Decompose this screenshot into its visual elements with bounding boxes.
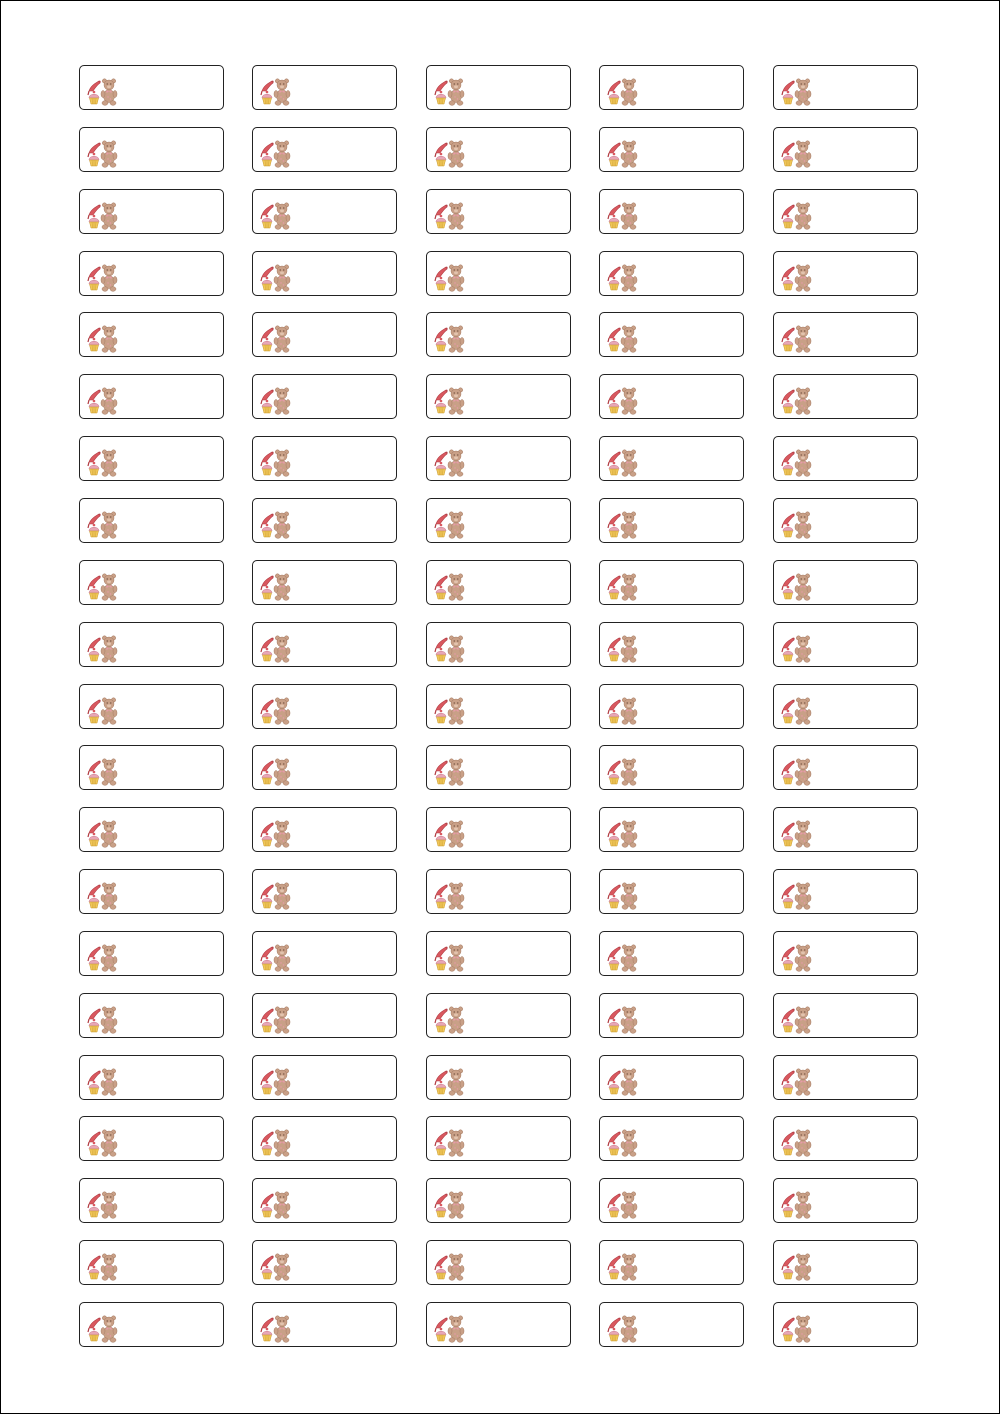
address-label [599, 312, 744, 357]
address-label [252, 869, 397, 914]
address-label [252, 251, 397, 296]
address-label [252, 993, 397, 1038]
label-decoration-icon [777, 201, 815, 231]
address-label [79, 498, 224, 543]
address-label [252, 127, 397, 172]
address-label [252, 745, 397, 790]
address-label [599, 498, 744, 543]
address-label [426, 993, 571, 1038]
address-label [599, 745, 744, 790]
address-label [252, 498, 397, 543]
label-decoration-icon [777, 1128, 815, 1158]
address-label [426, 189, 571, 234]
address-label [599, 127, 744, 172]
label-decoration-icon [430, 881, 468, 911]
label-decoration-icon [777, 696, 815, 726]
label-decoration-icon [777, 1067, 815, 1097]
label-decoration-icon [777, 1005, 815, 1035]
address-label [599, 869, 744, 914]
address-label [599, 931, 744, 976]
address-label [773, 1116, 918, 1161]
address-label [599, 684, 744, 729]
label-decoration-icon [83, 634, 121, 664]
address-label [773, 498, 918, 543]
address-label [79, 622, 224, 667]
label-decoration-icon [777, 77, 815, 107]
label-decoration-icon [777, 634, 815, 664]
address-label [426, 65, 571, 110]
label-decoration-icon [256, 1314, 294, 1344]
address-label [426, 498, 571, 543]
address-label [773, 684, 918, 729]
label-decoration-icon [430, 201, 468, 231]
address-label [599, 436, 744, 481]
address-label [252, 1055, 397, 1100]
address-label [79, 127, 224, 172]
address-label [252, 807, 397, 852]
address-label [426, 436, 571, 481]
address-label [79, 374, 224, 419]
address-label [773, 1055, 918, 1100]
address-label [773, 1302, 918, 1347]
label-decoration-icon [777, 572, 815, 602]
label-decoration-icon [83, 943, 121, 973]
address-label [599, 807, 744, 852]
address-label [79, 1116, 224, 1161]
address-label [79, 807, 224, 852]
label-decoration-icon [777, 881, 815, 911]
label-decoration-icon [430, 1190, 468, 1220]
address-label [426, 374, 571, 419]
label-decoration-icon [603, 1314, 641, 1344]
address-label [773, 1240, 918, 1285]
label-decoration-icon [603, 634, 641, 664]
address-label [599, 1178, 744, 1223]
label-decoration-icon [256, 448, 294, 478]
label-decoration-icon [256, 510, 294, 540]
label-decoration-icon [777, 324, 815, 354]
label-decoration-icon [430, 77, 468, 107]
label-decoration-icon [256, 139, 294, 169]
address-label [252, 65, 397, 110]
label-decoration-icon [430, 1128, 468, 1158]
address-label [79, 1302, 224, 1347]
label-decoration-icon [777, 263, 815, 293]
address-label [252, 374, 397, 419]
address-label [773, 1178, 918, 1223]
address-label [599, 1055, 744, 1100]
label-decoration-icon [430, 943, 468, 973]
label-decoration-icon [256, 1005, 294, 1035]
address-label [599, 374, 744, 419]
address-label [773, 312, 918, 357]
label-decoration-icon [603, 263, 641, 293]
address-label [79, 1055, 224, 1100]
label-decoration-icon [430, 263, 468, 293]
label-decoration-icon [83, 1314, 121, 1344]
label-decoration-icon [256, 201, 294, 231]
address-label [599, 1240, 744, 1285]
address-label [252, 684, 397, 729]
address-label [773, 251, 918, 296]
label-decoration-icon [83, 1190, 121, 1220]
address-label [79, 931, 224, 976]
address-label [252, 189, 397, 234]
label-decoration-icon [777, 757, 815, 787]
label-decoration-icon [603, 324, 641, 354]
label-decoration-icon [430, 1067, 468, 1097]
label-decoration-icon [83, 324, 121, 354]
address-label [426, 127, 571, 172]
address-label [426, 251, 571, 296]
address-label [252, 1302, 397, 1347]
address-label [426, 1302, 571, 1347]
label-decoration-icon [83, 757, 121, 787]
address-label [773, 374, 918, 419]
address-label [599, 1116, 744, 1161]
label-decoration-icon [603, 757, 641, 787]
address-label [773, 807, 918, 852]
label-decoration-icon [83, 572, 121, 602]
label-decoration-icon [603, 943, 641, 973]
label-decoration-icon [603, 510, 641, 540]
address-label [79, 745, 224, 790]
address-label [773, 745, 918, 790]
address-label [79, 312, 224, 357]
label-decoration-icon [83, 881, 121, 911]
address-label [79, 684, 224, 729]
address-label [252, 560, 397, 605]
label-decoration-icon [603, 448, 641, 478]
label-decoration-icon [256, 696, 294, 726]
address-label [426, 1116, 571, 1161]
label-decoration-icon [777, 819, 815, 849]
label-decoration-icon [256, 881, 294, 911]
label-decoration-icon [83, 386, 121, 416]
address-label [79, 869, 224, 914]
address-label [426, 1240, 571, 1285]
address-label [599, 622, 744, 667]
label-decoration-icon [777, 1314, 815, 1344]
address-label [426, 312, 571, 357]
address-label [79, 189, 224, 234]
address-label [252, 1178, 397, 1223]
address-label [426, 745, 571, 790]
label-decoration-icon [603, 139, 641, 169]
address-label [599, 1302, 744, 1347]
address-label [252, 1116, 397, 1161]
label-decoration-icon [777, 1252, 815, 1282]
label-decoration-icon [83, 696, 121, 726]
address-label [599, 189, 744, 234]
address-label [79, 993, 224, 1038]
address-label [773, 127, 918, 172]
label-decoration-icon [603, 201, 641, 231]
label-decoration-icon [777, 448, 815, 478]
address-label [773, 189, 918, 234]
label-decoration-icon [777, 510, 815, 540]
label-decoration-icon [603, 881, 641, 911]
address-label [773, 65, 918, 110]
label-decoration-icon [777, 943, 815, 973]
label-decoration-icon [83, 510, 121, 540]
address-label [426, 1055, 571, 1100]
label-decoration-icon [256, 386, 294, 416]
label-decoration-icon [603, 1067, 641, 1097]
label-decoration-icon [603, 1252, 641, 1282]
label-decoration-icon [603, 572, 641, 602]
address-label [79, 560, 224, 605]
label-decoration-icon [777, 386, 815, 416]
label-decoration-icon [256, 324, 294, 354]
label-decoration-icon [83, 448, 121, 478]
label-decoration-icon [430, 634, 468, 664]
label-decoration-icon [430, 572, 468, 602]
label-decoration-icon [83, 139, 121, 169]
label-decoration-icon [430, 1005, 468, 1035]
label-decoration-icon [83, 263, 121, 293]
label-decoration-icon [256, 634, 294, 664]
address-label [252, 931, 397, 976]
address-label [773, 931, 918, 976]
label-decoration-icon [603, 386, 641, 416]
address-label [426, 560, 571, 605]
label-decoration-icon [430, 757, 468, 787]
label-decoration-icon [256, 1128, 294, 1158]
address-label [426, 931, 571, 976]
address-label [773, 436, 918, 481]
address-label [79, 436, 224, 481]
label-decoration-icon [430, 819, 468, 849]
label-decoration-icon [430, 324, 468, 354]
label-decoration-icon [603, 77, 641, 107]
address-label [79, 65, 224, 110]
label-decoration-icon [256, 757, 294, 787]
label-decoration-icon [256, 943, 294, 973]
address-label [599, 560, 744, 605]
address-label [79, 251, 224, 296]
label-decoration-icon [256, 1252, 294, 1282]
label-decoration-icon [430, 1252, 468, 1282]
label-decoration-icon [83, 1128, 121, 1158]
label-decoration-icon [603, 696, 641, 726]
label-decoration-icon [83, 77, 121, 107]
label-decoration-icon [83, 201, 121, 231]
address-label [773, 869, 918, 914]
label-decoration-icon [777, 1190, 815, 1220]
address-label [79, 1178, 224, 1223]
address-label [252, 1240, 397, 1285]
address-label [252, 436, 397, 481]
label-decoration-icon [603, 1128, 641, 1158]
label-decoration-icon [256, 572, 294, 602]
label-decoration-icon [430, 448, 468, 478]
label-decoration-icon [256, 263, 294, 293]
label-decoration-icon [777, 139, 815, 169]
address-label [426, 622, 571, 667]
address-label [773, 560, 918, 605]
label-decoration-icon [256, 77, 294, 107]
label-decoration-icon [430, 1314, 468, 1344]
address-label [599, 65, 744, 110]
label-decoration-icon [603, 1005, 641, 1035]
label-decoration-icon [430, 386, 468, 416]
address-label [773, 622, 918, 667]
address-label [773, 993, 918, 1038]
label-decoration-icon [256, 819, 294, 849]
label-decoration-icon [256, 1067, 294, 1097]
address-label [426, 869, 571, 914]
label-decoration-icon [603, 819, 641, 849]
address-label [252, 312, 397, 357]
label-decoration-icon [430, 696, 468, 726]
label-decoration-icon [603, 1190, 641, 1220]
label-decoration-icon [256, 1190, 294, 1220]
address-label [79, 1240, 224, 1285]
label-decoration-icon [430, 510, 468, 540]
address-label [252, 622, 397, 667]
address-label [426, 807, 571, 852]
address-label [599, 251, 744, 296]
label-decoration-icon [83, 1067, 121, 1097]
label-decoration-icon [83, 819, 121, 849]
label-decoration-icon [83, 1005, 121, 1035]
address-label [599, 993, 744, 1038]
address-label [426, 1178, 571, 1223]
label-decoration-icon [430, 139, 468, 169]
address-label [426, 684, 571, 729]
label-decoration-icon [83, 1252, 121, 1282]
